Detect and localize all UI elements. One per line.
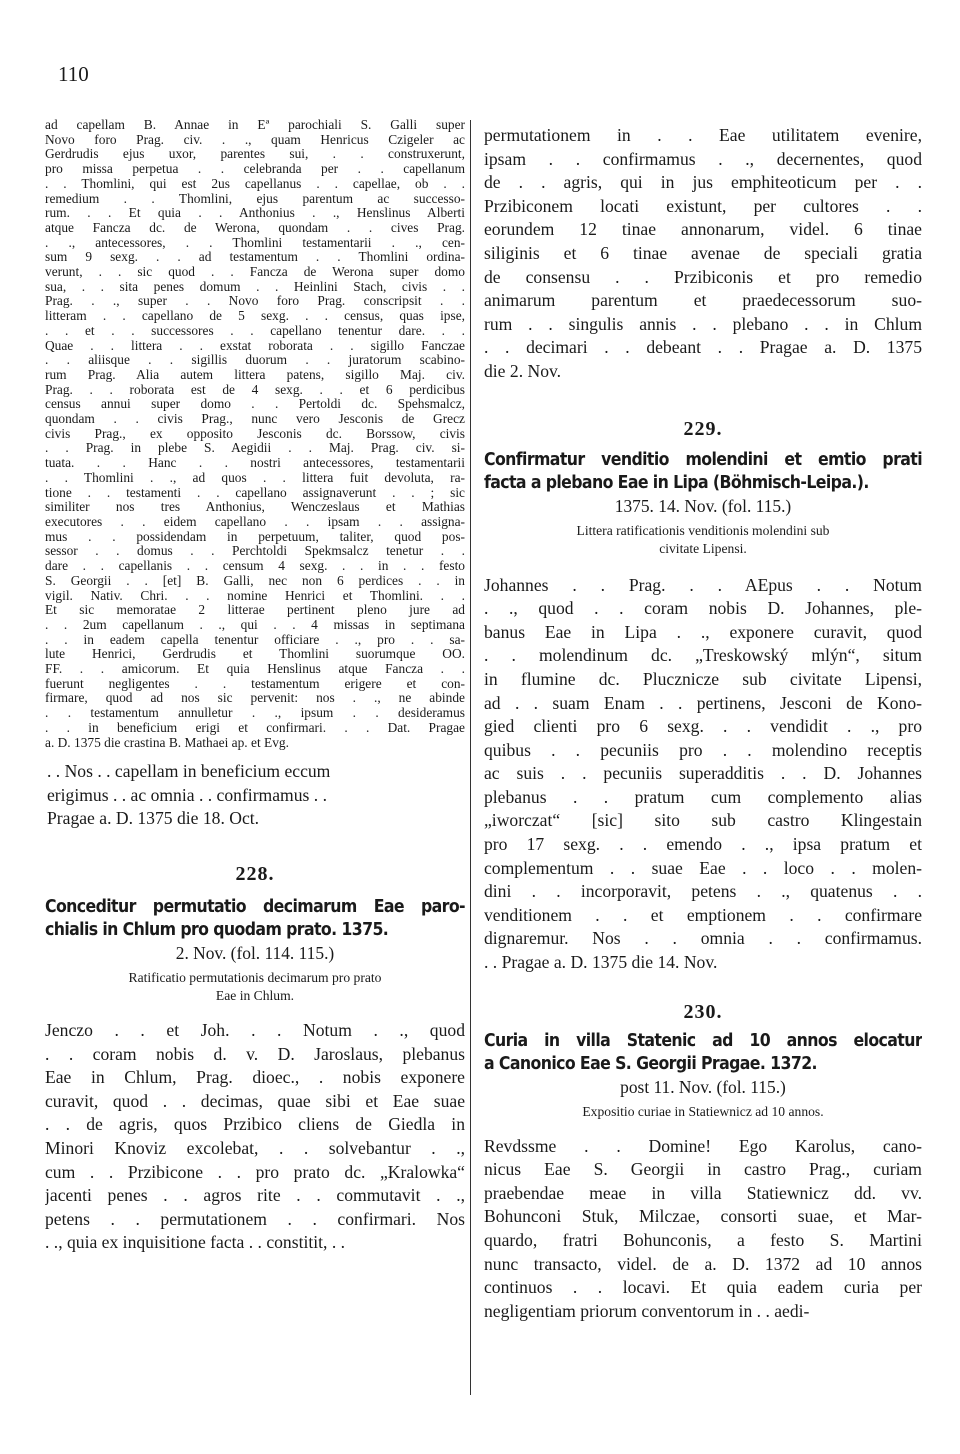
body-text-line: de consensu . . Przibiconis et pro remedio (484, 266, 922, 287)
small-text-line: . . aliisque . . sigillis duorum . . juratorum scabino- (45, 353, 465, 368)
body-text-line: jacenti penes . . agros rite . . commutavit . ., (45, 1185, 465, 1206)
small-text-line: similiter nos tres Anthonius, Wenczeslaus et Mathias (45, 500, 465, 515)
heading-line: chialis in Chlum pro quodam prato. 1375. (45, 920, 389, 941)
entry-body-230 (484, 1135, 922, 1324)
summary-line: Eae in Chlum. (215, 988, 295, 1004)
small-text-line: sum 9 sexg. . . ad testamentum . . Thomlini ordina- (45, 250, 465, 265)
body-text-line: quardo, fratri Bohunconis, a festo S. Martini (484, 1230, 922, 1250)
body-text-line: ac suis . . pecuniis superadditis . . D. Johannes (484, 763, 922, 784)
heading-line: facta a plebano Eae in Lipa (Böhmisch-Leipa.). (484, 472, 869, 493)
small-text-line: litteram . . capellano de 5 sexg. . . census, quas ipse, (45, 309, 465, 324)
body-text-line: Johannes . . Prag. . . AEpus . . Notum (484, 574, 922, 595)
left-column (45, 118, 465, 1255)
body-text-line: curavit, quod . . decimas, quae sibi et Eae suae (45, 1090, 465, 1111)
body-text-line: negligentiam priorum conventorum in . . aedi- (484, 1300, 810, 1321)
small-text-line: Et sic memoratae 2 litterae pertinent pleno jure ad (45, 603, 465, 618)
small-text-line: FF. . . amicorum. Et quia Henslinus atque Fancza . . (45, 662, 465, 677)
body-text-line: . ., quia ex inquisitione facta . . constitit, . . (45, 1232, 346, 1253)
small-text-line: rum Prag. Alia autem littera patens, sigillo Maj. civ. (45, 367, 465, 382)
small-text-line: firmare, quod ad nos sic pervenit: nos . ., ne abinde (45, 691, 465, 706)
heading-line: Curia in villa Statenic ad 10 annos elocatur (484, 1030, 922, 1051)
entry-date-230: post 11. Nov. (fol. 115.) (620, 1076, 786, 1097)
body-text-line: Jenczo . . et Joh. . . Notum . ., quod (45, 1020, 465, 1041)
small-text-line: fuerunt negligentes . . testamentum erigere et con- (45, 676, 465, 691)
body-text-line: cum . . Przibicone . . pro prato dc. „Kralowka“ (45, 1161, 465, 1182)
small-text-line: . . testamentum annulletur . ., ipsum . . desideramus (45, 706, 465, 721)
small-text-line: verunt, . . sic quod . . Fancza de Werona super domo (45, 265, 465, 280)
small-text-line: Prag. . . roborata est de 4 sexg. . . et 6 perdicibus (45, 382, 465, 397)
small-text-line: Prag. . ., super . . Novo foro Prag. conscripsit . . (45, 294, 465, 309)
entry-summary-228 (45, 969, 465, 1005)
body-text-line: rum . . singulis annis . . plebano . . in Chlum (484, 313, 922, 334)
entry-summary-229 (484, 522, 922, 558)
right-continuation-text (484, 124, 922, 384)
small-text-line: . . Thomlini . ., ad quos . . littera fuit devoluta, ra- (45, 470, 465, 485)
small-text-line: . . Thomlini, qui est 2us capellanus . . capellae, ob . . (45, 176, 465, 191)
entry-date-229: 1375. 14. Nov. (fol. 115.) (614, 495, 792, 516)
heading-line: Confirmatur venditio molendini et emtio prati (484, 449, 922, 470)
body-text-line: gied clienti pro 6 sexg. . . vendidit . ., pro (484, 716, 922, 737)
entry-heading-230 (484, 1030, 922, 1076)
small-text-line: . . et . . successores . . capellano tenentur dare. . . (45, 323, 465, 338)
body-text-line: die 2. Nov. (484, 360, 562, 381)
body-text-line: „iworczat“ [sic] sito sub castro Klingestain (484, 810, 922, 831)
body-text-line: Pragae a. D. 1375 die 18. Oct. (47, 808, 260, 829)
small-text-line: . . Prag. in plebe S. Aegidii . . Maj. Prag. civ. si- (45, 441, 465, 456)
small-text-line: tione . . testamenti . . capellano assignaverunt . . ; sic (45, 485, 465, 500)
body-text-line: nunc transacto, videl. de a. D. 1372 ad 10 annos (484, 1253, 922, 1274)
small-text-line: atque Fancza dc. de Werona, quondam . . cives Prag. (45, 220, 465, 235)
small-text-line: quondam . . civis Prag., nunc vero Jesconis de Grecz (45, 412, 465, 427)
body-text-line: continuos . . locavi. Et quia eadem curia per (484, 1277, 922, 1298)
small-text-line: . . in beneficium erigi et confirmari. . . Dat. Pragae (45, 720, 465, 735)
small-text-line: . . in eadem capella tenentur officiare . ., pro . . sa- (45, 632, 465, 647)
body-text-line: eorundem 12 tinae annonarum, videl. 6 tinae (484, 219, 922, 240)
body-text-line: quibus . . pecuniis pro . . molendino receptis (484, 739, 922, 760)
small-text-line: sua, . . sita penes domum . . Heinlini Stach, civis . . (45, 279, 465, 294)
small-text-line: civis Prag., ex opposito Jesconis dc. Borssow, civis (45, 426, 465, 441)
small-text-line: S. Georgii . . [et] B. Galli, nec non 6 perdices . . in (45, 573, 465, 588)
right-column (484, 124, 922, 1323)
small-text-line: executores . . eidem capellano . . ipsam . . assigna- (45, 514, 465, 529)
small-text-line: Gerdrudis ejus uxor, parentes sui, . . construxerunt, (45, 147, 465, 162)
body-text-line: ipsam . . confirmamus . ., decernentes, quod (484, 148, 922, 169)
body-text-line: nicus Eae S. Georgii in castro Prag., curiam (484, 1159, 922, 1180)
entry-heading-228 (45, 896, 465, 942)
small-text-line: ad capellam B. Annae in Eª parochiali S. Galli super (45, 118, 465, 132)
entry-body-229 (484, 574, 922, 975)
body-text-line: de . . agris, qui in jus emphiteoticum per . . (484, 172, 922, 193)
body-text-line: dignaremur. Nos . . omnia . . confirmamus. (484, 928, 922, 949)
summary-line: Expositio curiae in Statiewnicz ad 10 annos. (582, 1103, 824, 1119)
small-text-line: rum. . . Et quia . . Anthonius . ., Henslinus Alberti (45, 206, 465, 221)
summary-line: Ratificatio permutationis decimarum pro prato (128, 970, 382, 986)
small-text-line: a. D. 1375 die crastina B. Mathaei ap. et Evg. (45, 735, 289, 750)
continuation-small-text (45, 118, 465, 750)
small-text-line: sessor . . domus . . Perchtoldi Spekmsalcz tenetur . . (45, 544, 465, 559)
body-text-line: . . de agris, quos Przibico cliens de Giedla in (45, 1114, 465, 1135)
entry-body-228 (45, 1019, 465, 1255)
entry-number-229: 229. (683, 417, 723, 440)
body-text-line: praebendae meae in villa Statiewnicz dd. vv. (484, 1182, 922, 1203)
column-divider (470, 120, 471, 1395)
heading-line: a Canonico Eae S. Georgii Pragae. 1372. (484, 1053, 817, 1074)
summary-line: civitate Lipensi. (659, 540, 747, 556)
body-text-line: dini . . incorporavit, petens . ., quatenus . . (484, 881, 922, 902)
body-text-line: Eae in Chlum, Prag. dioec., . nobis exponere (45, 1067, 465, 1088)
entry-summary-230 (484, 1103, 922, 1121)
small-text-line: pro missa perpetua . . celebranda per . . capellanum (45, 162, 465, 177)
summary-line: Littera ratificationis venditionis molendini sub (576, 522, 830, 538)
small-text-line: Quae . . littera . . exstat roborata . . sigillo Fanczae (45, 338, 465, 353)
small-text-line: . ., antecessores, . . Thomlini testamentarii . ., cen- (45, 235, 465, 250)
body-text-line: Przibiconem locati existunt, per cultores . . (484, 195, 922, 216)
body-text-line: . . molendinum dc. „Treskowský mlýn“, situm (484, 645, 922, 666)
body-text-line: siliginis et 6 tinae avenae de speciali gratia (484, 242, 922, 263)
entry-number-230: 230. (683, 1000, 723, 1023)
small-text-line: . . 2um capellanum . ., qui . . 4 missas in septimana (45, 617, 465, 632)
body-text-line: . ., quod . . coram nobis D. Johannes, ple- (484, 598, 922, 619)
body-text-line: . . Nos . . capellam in beneficium eccum (47, 761, 331, 782)
body-text-line: petens . . permutationem . . confirmari. Nos (45, 1208, 465, 1229)
body-text-line: in flumine dc. Plucznicze sub civitate Lipensi, (484, 668, 922, 689)
small-text-line: lute Henrici, Gerdrudis et Thomlini suorumque OO. (45, 647, 465, 662)
body-text-line: animarum parentum et praedecessorum suo- (484, 290, 922, 311)
small-text-line: mus . . possidendam in perpetuum, taliter, quod pos- (45, 529, 465, 544)
body-text-line: ad . . suam Enam . . pertinens, Jesconi de Kono- (484, 692, 922, 713)
small-text-line: tuata. . . Hanc . . nostri antecessores, testamentarii (45, 456, 465, 471)
body-text-line: Revdssme . . Domine! Ego Karolus, cano- (484, 1135, 922, 1156)
heading-line: Conceditur permutatio decimarum Eae paro- (45, 897, 465, 918)
entry-date-228: 2. Nov. (fol. 114. 115.) (175, 943, 335, 964)
small-text-line: census annui super domo . . Pertoldi dc. Spehsmalcz, (45, 397, 465, 412)
body-text-line: banus Eae in Lipa . ., exponere curavit, quod (484, 621, 922, 642)
body-text-line: complementum . . suae Eae . . loco . . molen- (484, 857, 922, 878)
small-text-line: remedium . . Thomlini, ejus parentum ac successo- (45, 191, 465, 206)
body-text-line: permutationem in . . Eae utilitatem evenire, (484, 125, 922, 145)
body-text-line: Bohunconi Stuk, Milczae, consorti suae, et Mar- (484, 1206, 922, 1227)
body-text-line: pro 17 sexg. . . emendo . ., ipsa pratum et (484, 834, 922, 855)
continuation-large-text (47, 760, 465, 831)
body-text-line: Minori Knoviz excolebat, . . solvebantur . ., (45, 1137, 465, 1158)
body-text-line: venditionem . . et emptionem . . confirmare (484, 904, 922, 925)
page-number: 110 (58, 62, 89, 86)
small-text-line: vigil. Nativ. Chri. . . nomine Henrici et Thomlini. . . (45, 588, 465, 603)
body-text-line: . . decimari . . debeant . . Pragae a. D. 1375 (484, 337, 922, 358)
body-text-line: plebanus . . pratum cum complemento alias (484, 786, 922, 807)
entry-number-228: 228. (235, 863, 275, 886)
small-text-line: Novo foro Prag. civ. . ., quam Henricus Czigeler ac (45, 132, 465, 147)
small-text-line: dare . . capellanis . . censum 4 sexg. . . in . . festo (45, 559, 465, 574)
entry-heading-229 (484, 449, 922, 495)
body-text-line: erigimus . . ac omnia . . confirmamus . . (47, 784, 327, 805)
body-text-line: . . Pragae a. D. 1375 die 14. Nov. (484, 952, 718, 973)
body-text-line: . . coram nobis d. v. D. Jaroslaus, plebanus (45, 1043, 465, 1064)
